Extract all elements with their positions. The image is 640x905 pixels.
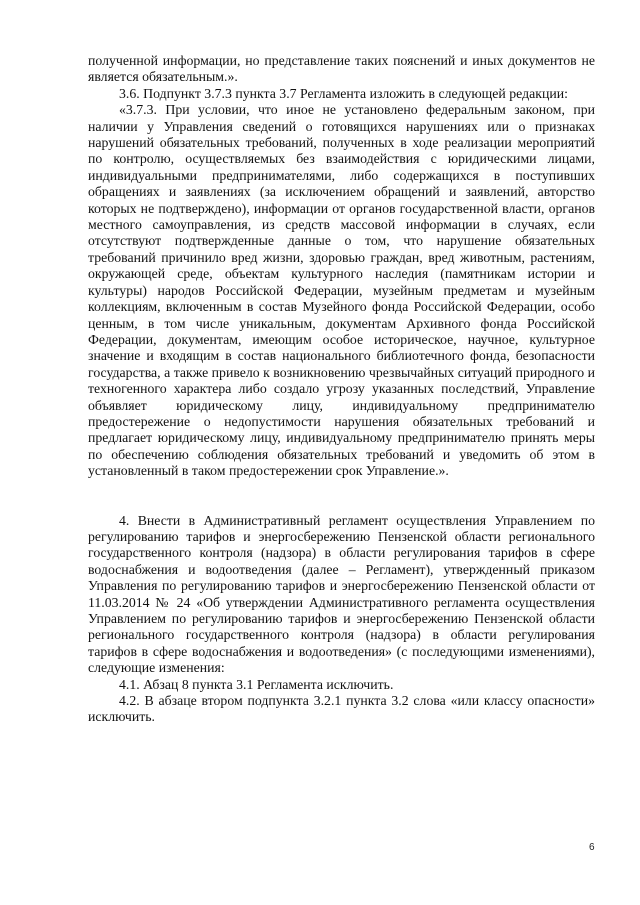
document-body <box>88 53 595 726</box>
paragraph-spacer <box>88 480 595 513</box>
paragraph-item-3-6: 3.6. Подпункт 3.7.3 пункта 3.7 Регламента изложить в следующей редакции: <box>119 85 568 101</box>
page-number: 6 <box>589 842 595 853</box>
paragraph-item-4: 4. Внести в Административный регламент осуществления Управлением по регулированию тарифов и энергосбережению Пензенской области регионального государственного контроля (надзора) в области регулирования тарифов в сфере водоснабжения и водоотведения (далее – Регламент), утвержденный приказом Управления по регулированию тарифов и энергосбережению Пензенской области от 11.03.2014 № 24 «Об утверждении Административного регламента осуществления Управлением по регулированию тарифов и энергосбережению Пензенской области регионального государственного контроля (надзора) в области регулирования тарифов в сфере водоснабжения и водоотведения» (с последующими изменениями), следующие изменения: <box>88 512 595 676</box>
paragraph-continuation: полученной информации, но представление таких пояснений и иных документов не является обязательным.». <box>88 53 595 85</box>
paragraph-item-4-2: 4.2. В абзаце втором подпункта 3.2.1 пункта 3.2 слова «или классу опасности» исключить. <box>88 693 595 725</box>
paragraph-item-4-1: 4.1. Абзац 8 пункта 3.1 Регламента исключить. <box>119 676 394 692</box>
paragraph-item-3-7-3: «3.7.3. При условии, что иное не установлено федеральным законом, при наличии у Управления сведений о готовящихся нарушениях или о признаках нарушений обязательных требований, полученных в ходе реализации мероприятий по контролю, осуществляемых без взаимодействия с юридическими лицами, индивидуальными предпринимателями, либо содержащихся в поступивших обращениях и заявлениях (за исключением обращений и заявлений, авторство которых не подтверждено), информации от органов государственной власти, органов местного самоуправления, из средств массовой информации в случаях, если отсутствуют подтвержденные данные о том, что нарушение обязательных требований причинило вред жизни, здоровью граждан, вред животным, растениям, окружающей среде, объектам культурного наследия (памятникам истории и культуры) народов Российской Федерации, музейным предметам и музейным коллекциям, включенным в состав Музейного фонда Российской Федерации, особо ценным, в том числе уникальным, документам Архивного фонда Российской Федерации, документам, имеющим особое историческое, научное, культурное значение и входящим в состав национального библиотечного фонда, безопасности государства, а также привело к возникновению чрезвычайных ситуаций природного и техногенного характера либо создало угрозу указанных последствий, Управление объявляет юридическому лицу, индивидуальному предпринимателю предостережение о недопустимости нарушения обязательных требований и предлагает юридическому лицу, индивидуальному предпринимателю принять меры по обеспечению соблюдения обязательных требований и уведомить об этом в установленный в таком предостережении срок Управление.». <box>88 102 595 479</box>
